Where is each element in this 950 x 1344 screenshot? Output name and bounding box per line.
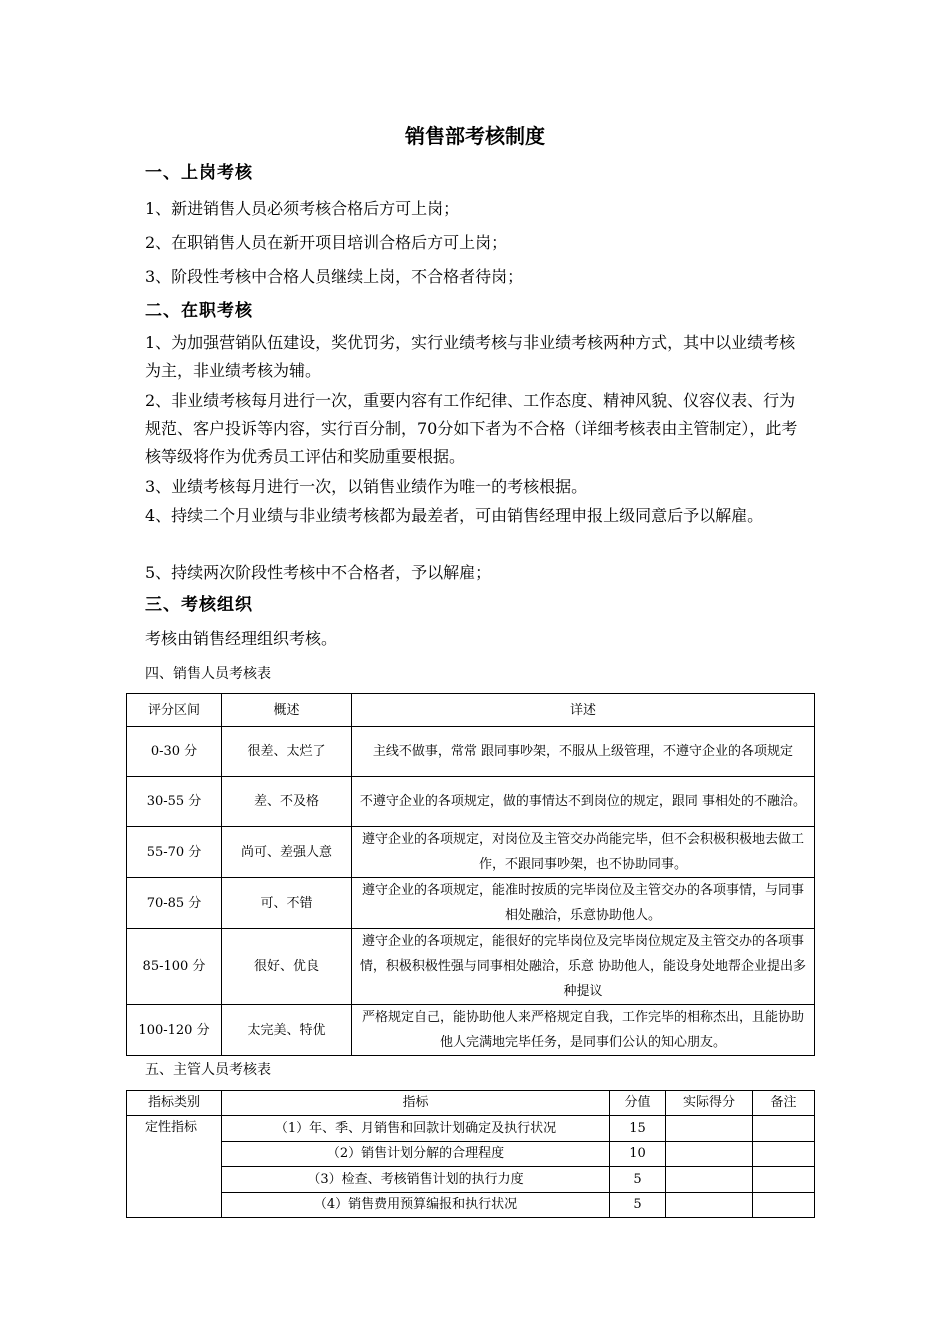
summary-cell: 很好、优良 — [222, 929, 352, 1005]
score-range-cell: 30-55 分 — [127, 777, 222, 827]
table-row — [127, 878, 815, 929]
table-header-row — [127, 1091, 815, 1116]
summary-cell: 很差、太烂了 — [222, 727, 352, 777]
table-row — [127, 1167, 815, 1193]
column-header: 详述 — [352, 694, 815, 727]
paragraph: 1、新进销售人员必须考核合格后方可上岗； — [145, 199, 460, 218]
column-header: 实际得分 — [666, 1091, 753, 1116]
table-header-row — [127, 694, 815, 727]
detail-cell: 遵守企业的各项规定，能很好的完毕岗位及完毕岗位规定及主管交办的各项事情，积极积极性强与同事相处融洽，乐意 协助他人，能设身处地帮企业提出多种提议 — [352, 929, 815, 1005]
paragraph: 3、阶段性考核中合格人员继续上岗，不合格者待岗； — [145, 267, 524, 286]
indicator-cell: （4）销售费用预算编报和执行状况 — [222, 1193, 610, 1218]
score-cell: 10 — [610, 1142, 666, 1167]
remarks-cell[interactable] — [753, 1142, 815, 1167]
table-row — [127, 777, 815, 827]
detail-cell: 严格规定自己，能协助他人来严格规定自我，工作完毕的相称杰出，且能协助他人完满地完毕任务，是同事们公认的知心朋友。 — [352, 1005, 815, 1056]
summary-cell: 可、不错 — [222, 878, 352, 929]
document-title: 销售部考核制度 — [405, 124, 545, 148]
table-caption-supervisor: 五、主管人员考核表 — [145, 1062, 271, 1078]
supervisor-assessment-table — [126, 1090, 815, 1218]
indicator-cell: （1）年、季、月销售和回款计划确定及执行状况 — [222, 1116, 610, 1142]
column-header: 评分区间 — [127, 694, 222, 727]
paragraph: 2、在职销售人员在新开项目培训合格后方可上岗； — [145, 233, 508, 252]
actual-score-cell[interactable] — [666, 1116, 753, 1142]
table-row — [127, 1005, 815, 1056]
column-header: 概述 — [222, 694, 352, 727]
score-cell: 5 — [610, 1167, 666, 1193]
sales-staff-assessment-table — [126, 693, 815, 1056]
detail-cell: 遵守企业的各项规定，对岗位及主管交办尚能完毕，但不会积极积极地去做工作，不跟同事吵架，也不协助同事。 — [352, 827, 815, 878]
summary-cell: 太完美、特优 — [222, 1005, 352, 1056]
table-row — [127, 929, 815, 1005]
score-cell: 5 — [610, 1193, 666, 1218]
actual-score-cell[interactable] — [666, 1142, 753, 1167]
actual-score-cell[interactable] — [666, 1193, 753, 1218]
paragraph: 2、非业绩考核每月进行一次，重要内容有工作纪律、工作态度、精神风貌、仪容仪表、行为规范、客户投诉等内容，实行百分制，70分如下者为不合格（详细考核表由主管制定），此考核等级将作为优秀员工评估和奖励重要根据。 — [145, 391, 798, 466]
section-heading-onboarding: 一、上岗考核 — [145, 163, 253, 183]
actual-score-cell[interactable] — [666, 1167, 753, 1193]
score-range-cell: 0-30 分 — [127, 727, 222, 777]
table-caption-sales: 四、销售人员考核表 — [145, 666, 271, 682]
column-header: 分值 — [610, 1091, 666, 1116]
score-range-cell: 70-85 分 — [127, 878, 222, 929]
category-cell: 定性指标 — [127, 1116, 222, 1218]
paragraph: 3、业绩考核每月进行一次，以销售业绩作为唯一的考核根据。 — [145, 477, 588, 496]
paragraph: 5、持续两次阶段性考核中不合格者，予以解雇； — [145, 563, 492, 582]
table-row — [127, 1116, 815, 1142]
score-cell: 15 — [610, 1116, 666, 1142]
summary-cell: 尚可、差强人意 — [222, 827, 352, 878]
table-row — [127, 727, 815, 777]
paragraph: 考核由销售经理组织考核。 — [145, 629, 338, 648]
column-header: 备注 — [753, 1091, 815, 1116]
table-row — [127, 1193, 815, 1218]
section-heading-in-service: 二、在职考核 — [145, 301, 253, 321]
column-header: 指标 — [222, 1091, 610, 1116]
table-row — [127, 827, 815, 878]
paragraph: 1、为加强营销队伍建设，奖优罚劣，实行业绩考核与非业绩考核两种方式，其中以业绩考核为主，非业绩考核为辅。 — [145, 333, 796, 380]
detail-cell: 遵守企业的各项规定，能准时按质的完毕岗位及主管交办的各项事情，与同事相处融洽，乐意协助他人。 — [352, 878, 815, 929]
detail-cell: 不遵守企业的各项规定，做的事情达不到岗位的规定，跟同 事相处的不融洽。 — [352, 777, 815, 827]
score-range-cell: 85-100 分 — [127, 929, 222, 1005]
indicator-cell: （2）销售计划分解的合理程度 — [222, 1142, 610, 1167]
score-range-cell: 100-120 分 — [127, 1005, 222, 1056]
remarks-cell[interactable] — [753, 1193, 815, 1218]
score-range-cell: 55-70 分 — [127, 827, 222, 878]
indicator-cell: （3）检查、考核销售计划的执行力度 — [222, 1167, 610, 1193]
paragraph: 4、持续二个月业绩与非业绩考核都为最差者，可由销售经理申报上级同意后予以解雇。 — [145, 506, 764, 525]
section-heading-organization: 三、考核组织 — [145, 595, 253, 615]
detail-cell: 主线不做事，常常 跟同事吵架，不服从上级管理，不遵守企业的各项规定 — [352, 727, 815, 777]
table-row — [127, 1142, 815, 1167]
summary-cell: 差、不及格 — [222, 777, 352, 827]
remarks-cell[interactable] — [753, 1116, 815, 1142]
remarks-cell[interactable] — [753, 1167, 815, 1193]
column-header: 指标类别 — [127, 1091, 222, 1116]
